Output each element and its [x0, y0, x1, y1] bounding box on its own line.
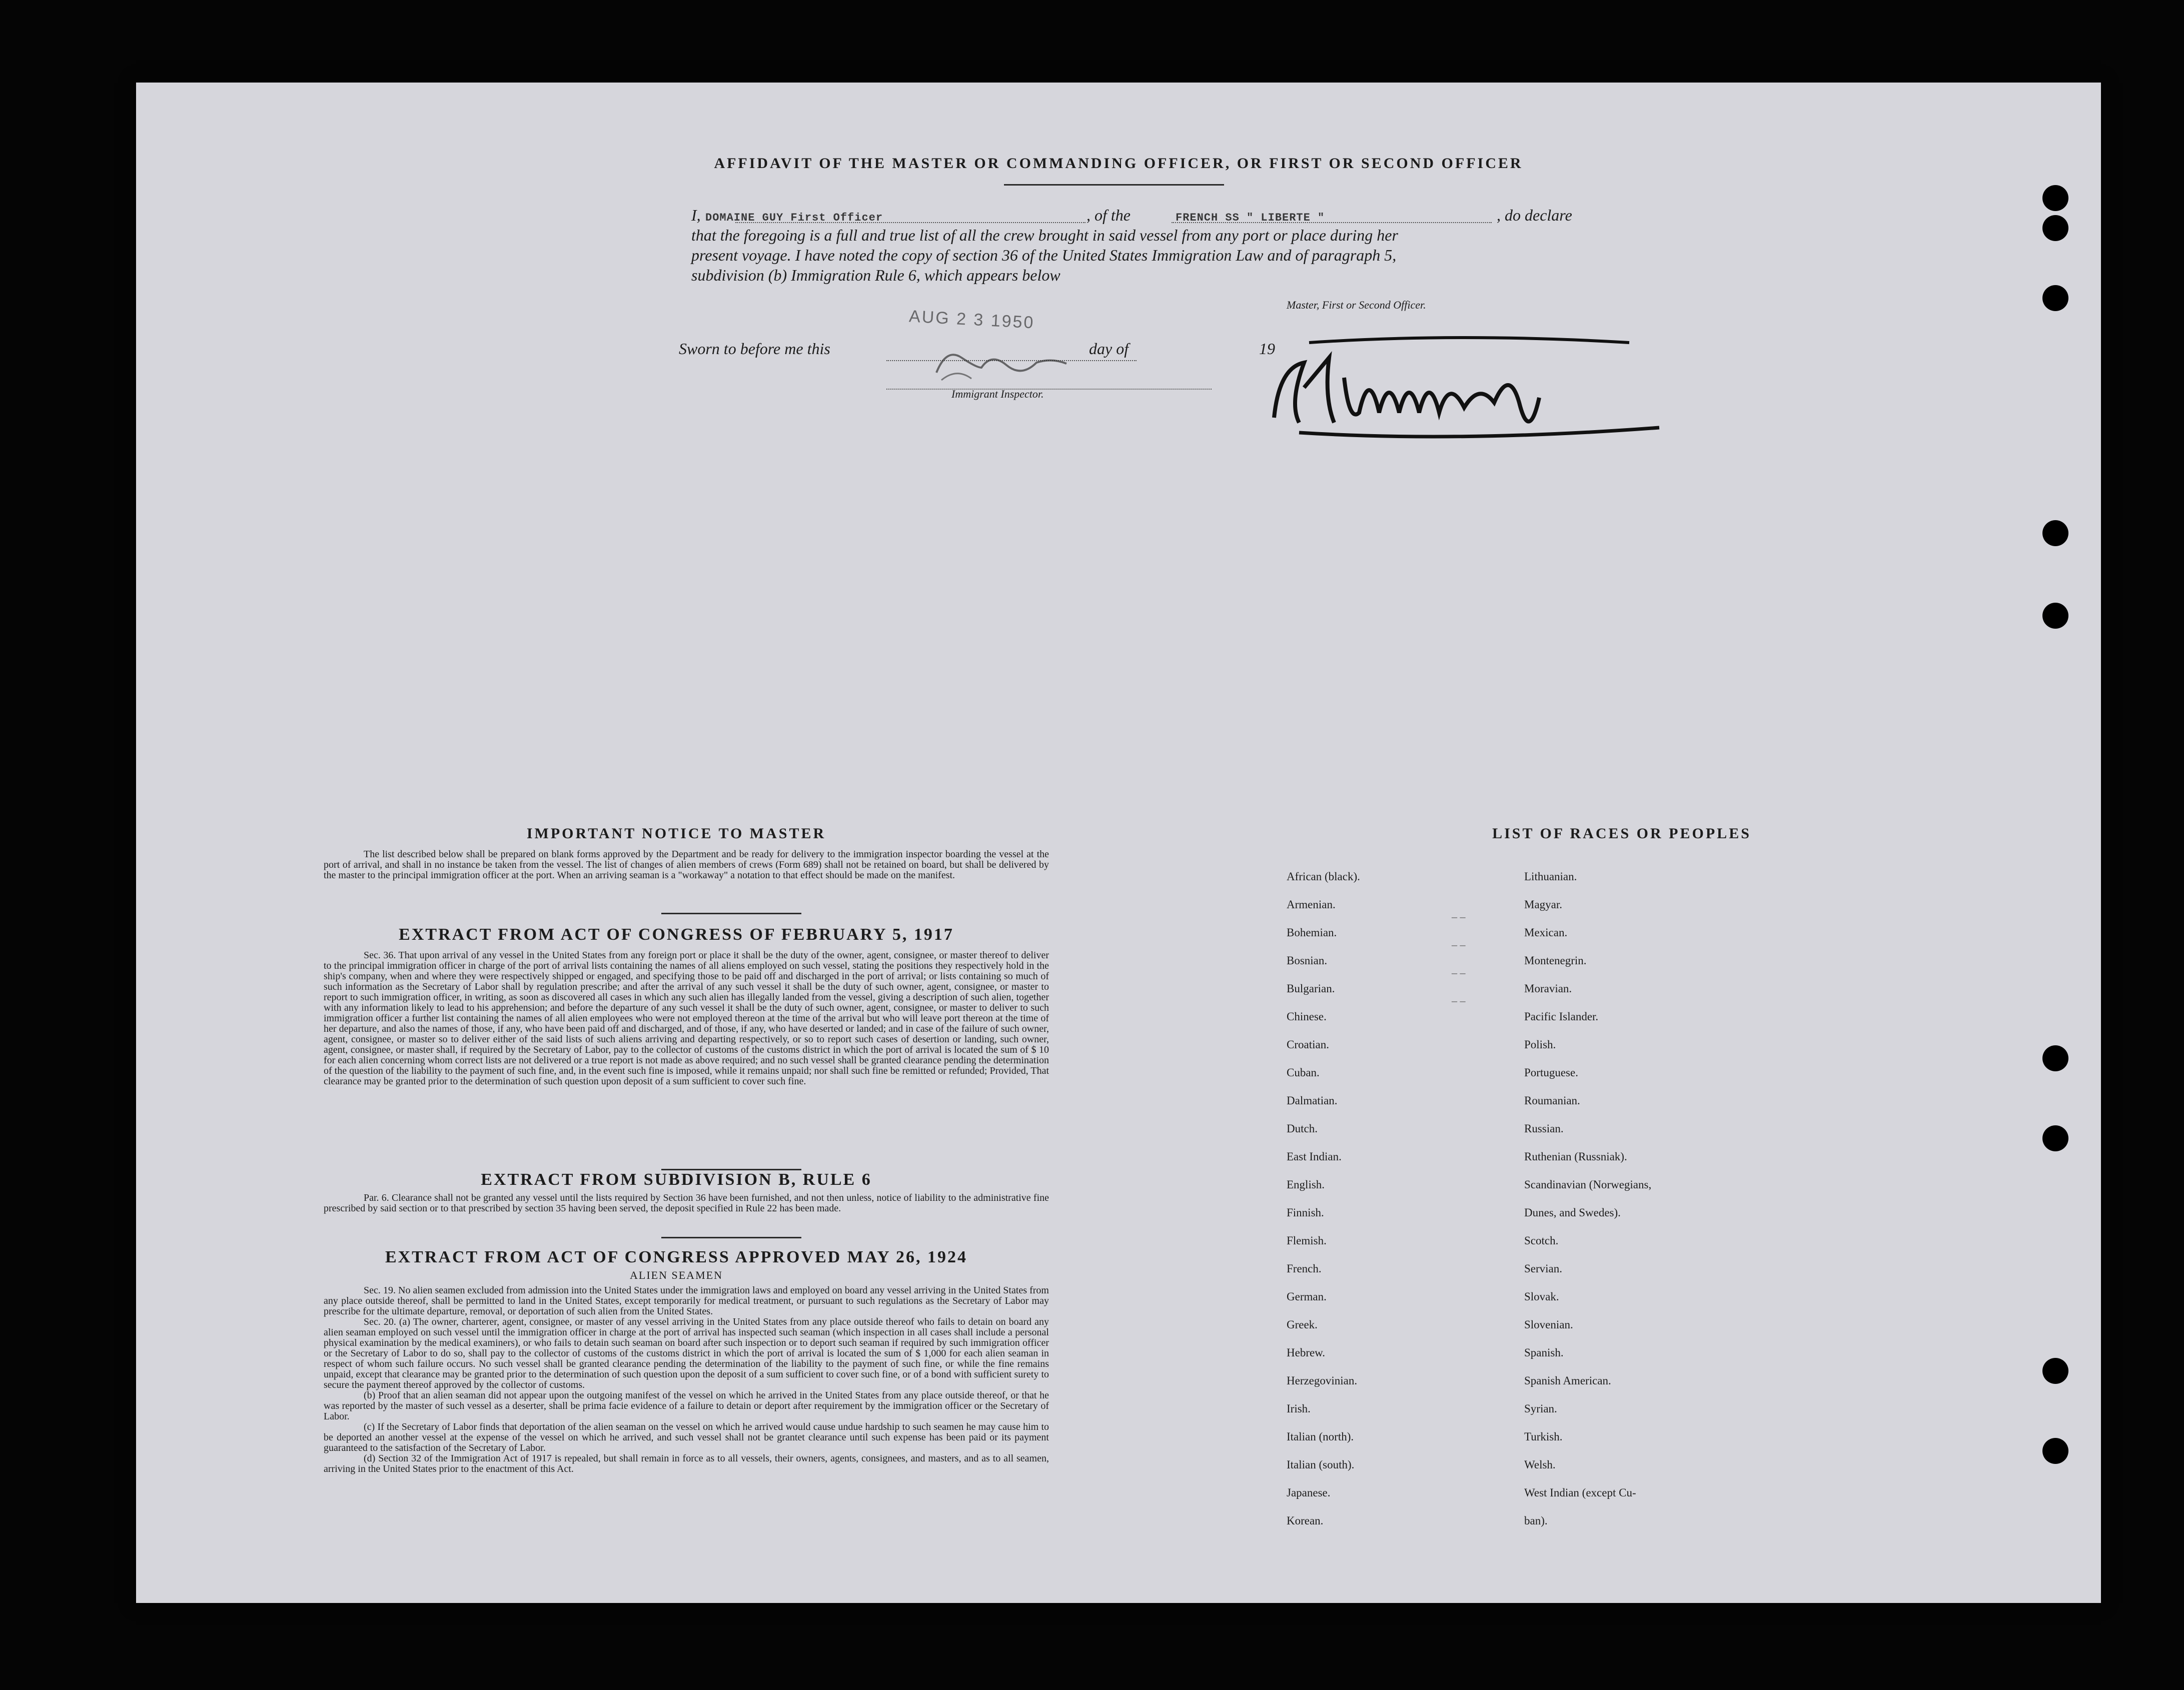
- notice-rule: [661, 913, 801, 914]
- declaration-i: I,: [691, 206, 701, 224]
- race-item: Polish.: [1524, 1038, 1556, 1051]
- race-item: Bulgarian.: [1287, 982, 1335, 995]
- title-underline: [1004, 184, 1224, 186]
- extract-1924-body: [324, 1285, 1049, 1474]
- race-item: Portuguese.: [1524, 1066, 1578, 1079]
- subdiv-b-body: Par. 6. Clearance shall not be granted any vessel until the lists required by Section 36 have been furnished, and not then unless, notice of liability to the administrative fine prescribed by said section or to that prescribed by section 35 having been served, the deposit specified in Rule 22 has been made.: [324, 1192, 1049, 1214]
- affidavit-title: AFFIDAVIT OF THE MASTER OR COMMANDING OFFICER, OR FIRST OR SECOND OFFICER: [714, 155, 1523, 172]
- punch-hole: [2042, 1045, 2068, 1071]
- race-item: Italian (north).: [1287, 1430, 1354, 1443]
- declaration-line-2: that the foregoing is a full and true list of all the crew brought in said vessel from any port or place during her: [691, 226, 1398, 244]
- vessel-blank: [1172, 222, 1492, 223]
- race-item: Ruthenian (Russniak).: [1524, 1150, 1627, 1163]
- races-title: LIST OF RACES OR PEOPLES: [1492, 825, 1751, 842]
- punch-hole: [2042, 1125, 2068, 1151]
- form-sheet: [136, 83, 2101, 1603]
- race-item: Armenian.: [1287, 898, 1336, 911]
- declaration-line-4: subdivision (b) Immigration Rule 6, which appears below: [691, 266, 1060, 284]
- race-item: Turkish.: [1524, 1430, 1563, 1443]
- punch-hole: [2042, 520, 2068, 546]
- race-item: West Indian (except Cu-: [1524, 1486, 1636, 1499]
- race-item: Flemish.: [1287, 1234, 1327, 1247]
- extract-1917-body: Sec. 36. That upon arrival of any vessel in the United States from any foreign port or place it shall be the duty of the owner, agent, consignee, or master thereof to deliver to the principal immigration officer in charge of the port of arrival lists containing the names of all aliens employed on such vessel, stating the positions they respectively hold in the ship's company, when and where they were respectively shipped or engaged, and specifying those to be paid off and discharged in the port of arrival; or lists containing so much of such information as the Secretary of Labor shall by regulation prescribe; and after the arrival of any such vessel it shall be the duty of such owner, agent, consignee, or master to report to such immigration officer, in writing, as soon as discovered all cases in which any such alien has illegally landed from the vessel, giving a description of such alien, together with any information likely to lead to his apprehension; and before the departure of any such vessel it shall be the duty of such owner, agent, consignee, or master to deliver to such immigration officer a further list containing the names of all alien employees who were not employed thereon at the time of the arrival but who will leave port thereon at the time of her departure, and also the names of those, if any, who have been paid off and discharged, and of those, if any, who have deserted or landed; and in case of the failure of such owner, agent, consignee, or master so to deliver either of the said lists of such aliens arriving and departing respectively, or so to report such cases of desertion or landing, such owner, agent, consignee, or master shall, if required by the Secretary of Labor, pay to the collector of customs of the customs district in which the port of arrival is located the sum of $ 10 for each alien concerning whom correct lists are not delivered or a true report is not made as above required; and no such vessel shall be granted clearance pending the determination of the question of the liability to the payment of such fine, and, in the event such fine is imposed, while it remains unpaid; nor shall such fine be remitted or refunded; Provided, That clearance may be granted prior to the determination of such question upon deposit of a sum sufficient to cover such fine.: [324, 950, 1049, 1087]
- race-item: Greek.: [1287, 1318, 1318, 1331]
- do-declare-text: , do declare: [1497, 206, 1572, 224]
- subdiv-b-rule: [661, 1237, 801, 1238]
- inspector-blank: [886, 389, 1212, 390]
- race-item: Japanese.: [1287, 1486, 1331, 1499]
- race-item: Herzegovinian.: [1287, 1374, 1358, 1387]
- dash-marks: – – – – – – – –: [1452, 910, 1466, 1007]
- extract-1917-title: EXTRACT FROM ACT OF CONGRESS OF FEBRUARY 5, 1917: [399, 925, 954, 944]
- punch-hole: [2042, 215, 2068, 241]
- race-item: Bohemian.: [1287, 926, 1337, 939]
- punch-hole: [2042, 603, 2068, 629]
- declaration: [691, 205, 1617, 285]
- sec-20a: Sec. 20. (a) The owner, charterer, agent, consignee, or master of any vessel arriving in the United States from any place outside thereof who fails to detain on board any alien seaman employed on such vessel until the immigration officer in charge at the port of arrival has inspected such seaman (which inspection in all cases shall include a personal physical examination by the medical examiners), or who fails to detain such seaman on board after such inspection or to deport such seaman if required by such immigration officer or the Secretary of Labor to do so, shall pay to the collector of customs of the customs district in which the port of arrival is located the sum of $ 1,000 for each alien seaman in respect of whom such failure occurs. No such vessel shall be granted clearance pending the determination of the liability to the payment of such fine, or while the fine remains unpaid, except that clearance may be granted prior to the determination of such question upon the deposit of a sum sufficient to cover such fine, or of a bond with sufficient surety to secure the payment thereof approved by the collector of customs.: [324, 1316, 1049, 1390]
- race-item: Magyar.: [1524, 898, 1563, 911]
- punch-hole: [2042, 185, 2068, 211]
- race-item: ban).: [1524, 1514, 1548, 1527]
- race-item: African (black).: [1287, 870, 1360, 883]
- race-item: Mexican.: [1524, 926, 1568, 939]
- race-item: Spanish American.: [1524, 1374, 1611, 1387]
- inspector-caption: Immigrant Inspector.: [951, 388, 1044, 400]
- race-item: Bosnian.: [1287, 954, 1328, 967]
- race-item: Scotch.: [1524, 1234, 1559, 1247]
- extract-1924-title: EXTRACT FROM ACT OF CONGRESS APPROVED MAY 26, 1924: [385, 1248, 968, 1266]
- race-item: Servian.: [1524, 1262, 1563, 1275]
- officer-name-typed: DOMAINE GUY First Officer: [705, 212, 883, 224]
- race-item: Roumanian.: [1524, 1094, 1580, 1107]
- officer-signature: [1259, 328, 1689, 448]
- notice-body: The list described below shall be prepared on blank forms approved by the Department and be ready for delivery to the immigration inspector boarding the vessel at the port of arrival, and shall in no instance be taken from the vessel. The list of changes of alien members of crews (Form 689) shall not be retained on board, but shall be delivered by the master to the principal immigration officer at the port. When an arriving seaman is a "workaway" a notation to that effect should be made on the manifest.: [324, 849, 1049, 881]
- race-item: French.: [1287, 1262, 1322, 1275]
- date-stamp: AUG 2 3 1950: [908, 307, 1035, 333]
- sec-20c: (c) If the Secretary of Labor finds that deportation of the alien seaman on the vessel on which he arrived would cause undue hardship to such seamen he may cause him to be deported an another vessel at the expense of the vessel on which he arrived, and such vessel shall not be grantet clearance until such expense has been paid or its payment guaranteed to the satisfaction of the Secretary of Labor.: [324, 1421, 1049, 1453]
- race-item: Russian.: [1524, 1122, 1564, 1135]
- race-item: Spanish.: [1524, 1346, 1564, 1359]
- subdiv-b-title: EXTRACT FROM SUBDIVISION B, RULE 6: [481, 1170, 872, 1189]
- race-item: Dunes, and Swedes).: [1524, 1206, 1621, 1219]
- sec-19: Sec. 19. No alien seamen excluded from admission into the United States under the immigration laws and employed on board any vessel arriving in the United States from any place outside thereof, shall be permitted to land in the United States, except temporarily for medical treatment, or pursuant to such regulations as the Secretary of Labor may prescribe for the ultimate departure, removal, or deportation of such alien from the United States.: [324, 1285, 1049, 1317]
- race-item: East Indian.: [1287, 1150, 1342, 1163]
- race-item: Italian (south).: [1287, 1458, 1355, 1471]
- name-blank: [735, 222, 1085, 223]
- year-prefix: 19: [1259, 340, 1275, 358]
- day-of-text: day of: [1089, 340, 1129, 358]
- vessel-name-typed: FRENCH SS " LIBERTE ": [1176, 212, 1325, 224]
- officer-caption: Master, First or Second Officer.: [1287, 299, 1426, 311]
- of-the-text: , of the: [1086, 206, 1131, 224]
- notice-title: IMPORTANT NOTICE TO MASTER: [526, 825, 826, 842]
- race-item: Hebrew.: [1287, 1346, 1326, 1359]
- race-item: Moravian.: [1524, 982, 1572, 995]
- race-item: Welsh.: [1524, 1458, 1556, 1471]
- race-item: Montenegrin.: [1524, 954, 1587, 967]
- race-item: Croatian.: [1287, 1038, 1329, 1051]
- declaration-line-3: present voyage. I have noted the copy of section 36 of the United States Immigration Law and of paragraph 5,: [691, 246, 1397, 264]
- race-item: Chinese.: [1287, 1010, 1327, 1023]
- alien-seamen-subtitle: ALIEN SEAMEN: [630, 1269, 723, 1281]
- race-item: Lithuanian.: [1524, 870, 1577, 883]
- race-item: English.: [1287, 1178, 1325, 1191]
- sec-20b: (b) Proof that an alien seaman did not appear upon the outgoing manifest of the vessel on which he arrived in the United States from any place outside thereof, or that he was reported by the master of such vessel as a deserter, shall be prima facie evidence of a failure to detain or deport after requirement by the immigration officer or the Secretary of Labor.: [324, 1390, 1049, 1422]
- race-item: Korean.: [1287, 1514, 1324, 1527]
- race-item: Dalmatian.: [1287, 1094, 1338, 1107]
- race-item: Slovenian.: [1524, 1318, 1573, 1331]
- race-item: German.: [1287, 1290, 1327, 1303]
- race-item: Scandinavian (Norwegians,: [1524, 1178, 1652, 1191]
- race-item: Irish.: [1287, 1402, 1311, 1415]
- race-item: Finnish.: [1287, 1206, 1324, 1219]
- race-item: Syrian.: [1524, 1402, 1557, 1415]
- race-item: Pacific Islander.: [1524, 1010, 1599, 1023]
- punch-hole: [2042, 1358, 2068, 1384]
- punch-hole: [2042, 285, 2068, 311]
- sec-20d: (d) Section 32 of the Immigration Act of 1917 is repealed, but shall remain in force as to all vessels, their owners, agents, consignees, and masters, and as to all seamen, arriving in the United States prior to the enactment of this Act.: [324, 1453, 1049, 1474]
- sworn-text: Sworn to before me this: [679, 340, 830, 358]
- race-item: Cuban.: [1287, 1066, 1320, 1079]
- race-item: Slovak.: [1524, 1290, 1559, 1303]
- race-item: Dutch.: [1287, 1122, 1318, 1135]
- inspector-initials: [926, 343, 1076, 388]
- punch-hole: [2042, 1438, 2068, 1464]
